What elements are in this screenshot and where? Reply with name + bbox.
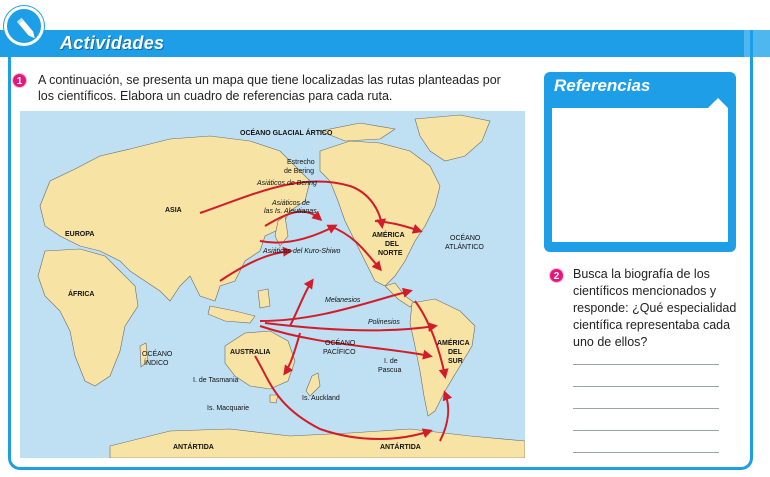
answer-line[interactable] [573, 386, 719, 387]
label-atlantico: OCÉANO [450, 235, 481, 242]
question-2-number: 2 [549, 268, 564, 283]
route-melanesios [260, 291, 410, 321]
label-indico-2: ÍNDICO [144, 360, 169, 367]
pencil-icon [4, 6, 44, 46]
label-america-sur-3: SUR [448, 358, 463, 365]
north-america-landmass [320, 141, 440, 286]
label-africa: ÁFRICA [68, 291, 95, 298]
africa-landmass [38, 249, 138, 386]
south-america-landmass [410, 299, 475, 416]
label-indico: OCÉANO [142, 351, 173, 358]
label-melanesios: Melanesios [325, 297, 361, 304]
label-america-norte: AMÉRICA [372, 232, 405, 239]
label-antartida-west: ANTÁRTIDA [173, 444, 214, 451]
label-polinesios: Polinesios [368, 319, 400, 326]
label-america-norte-3: NORTE [378, 250, 403, 257]
label-america-sur: AMÉRICA [437, 340, 470, 347]
answer-line[interactable] [573, 408, 719, 409]
references-answer-box[interactable] [552, 108, 728, 242]
route-pacific-north [290, 281, 312, 326]
references-title: Referencias [554, 76, 651, 95]
section-title: Actividades [60, 33, 165, 53]
label-europa: EUROPA [65, 231, 95, 238]
greenland-landmass [415, 115, 490, 161]
references-notch [708, 98, 728, 108]
label-pascua-2: Pascua [378, 367, 402, 374]
world-map [20, 111, 525, 458]
label-asia: ASIA [165, 207, 182, 214]
references-panel [544, 72, 736, 252]
label-auckland: Is. Auckland [302, 395, 340, 402]
label-antartida-east: ANTÁRTIDA [380, 444, 421, 451]
label-macquarie: Is. Macquarie [207, 405, 250, 412]
answer-line[interactable] [573, 452, 719, 453]
label-america-sur-2: DEL [448, 349, 462, 356]
question-2-text: Busca la biografía de los científicos mencionados y responde: ¿Qué especialidad científica representaba cada uno de ellos? [573, 267, 737, 349]
label-kuro-shiwo: Asiáticos del Kuro-Shiwo [263, 248, 341, 255]
label-pascua: I. de [384, 358, 398, 365]
label-pacifico-2: PACÍFICO [323, 349, 356, 356]
question-1-text: A continuación, se presenta un mapa que tiene localizadas las rutas planteadas por los científicos. Elabora un cuadro de referencias para cada ruta. [38, 73, 501, 103]
label-bering-strait-2: de Bering [284, 168, 314, 175]
label-asiaticos-bering: Asiáticos de Bering [257, 180, 317, 187]
label-pacifico: OCÉANO [325, 340, 356, 347]
label-aleutianas: Asiáticos de [272, 200, 310, 207]
label-bering-strait: Estrecho [287, 159, 315, 166]
label-atlantico-2: ATLÁNTICO [445, 244, 484, 251]
label-aleutianas-2: las Is. Aleutianas [264, 208, 317, 215]
question-1-number: 1 [12, 73, 27, 88]
label-tasmania: I. de Tasmania [193, 377, 239, 384]
label-australia: AUSTRALIA [230, 349, 271, 356]
answer-line[interactable] [573, 364, 719, 365]
label-america-norte-2: DEL [385, 241, 399, 248]
answer-line[interactable] [573, 430, 719, 431]
label-arctic-ocean: OCÉANO GLACIAL ÁRTICO [240, 130, 333, 137]
